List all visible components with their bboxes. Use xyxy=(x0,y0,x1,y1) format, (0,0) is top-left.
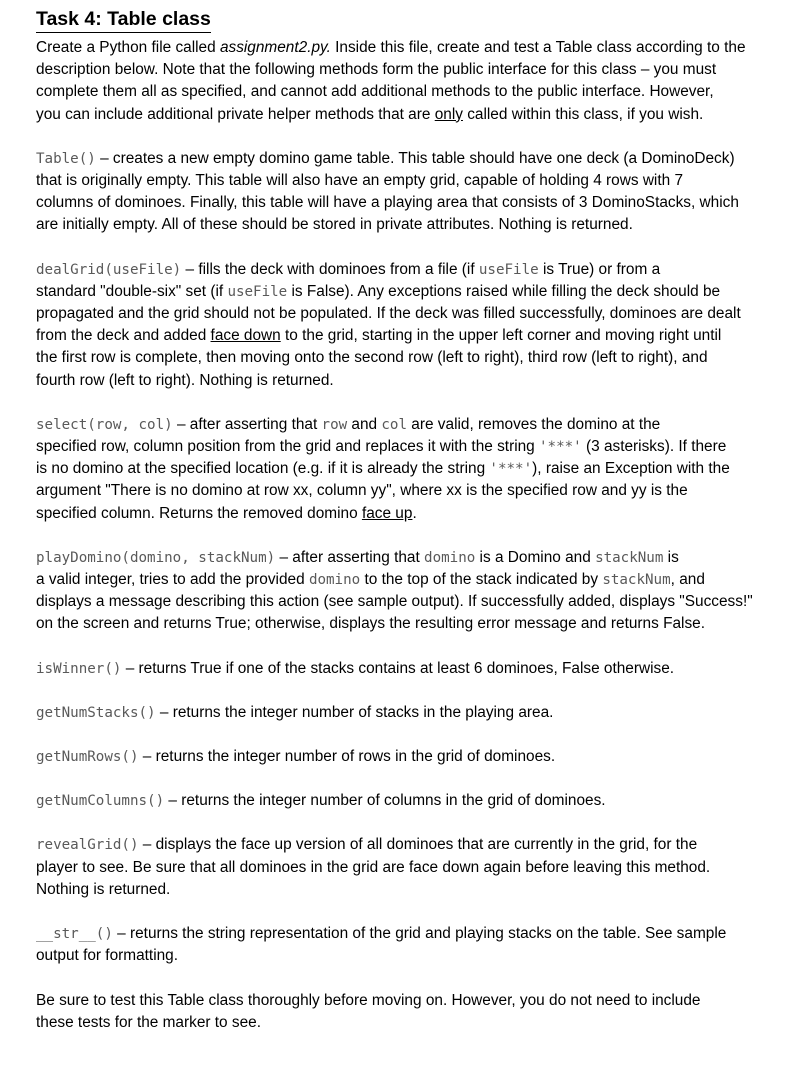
method-desc: – fills the deck with dominoes from a file (if xyxy=(181,260,479,278)
inline-code: domino xyxy=(424,549,476,566)
method-desc: Nothing is returned. xyxy=(36,880,171,898)
method-str xyxy=(36,923,769,967)
method-signature: dealGrid(useFile) xyxy=(36,261,182,278)
inline-code: useFile xyxy=(227,283,288,300)
method-desc: specified column. Returns the removed domino xyxy=(36,504,362,522)
method-desc: to the top of the stack indicated by xyxy=(360,571,603,589)
method-signature: Table() xyxy=(36,150,96,167)
method-desc: – returns the integer number of rows in the grid of dominoes. xyxy=(138,748,556,766)
inline-code: domino xyxy=(308,572,361,589)
method-desc: – after asserting that xyxy=(275,548,425,566)
inline-code: col xyxy=(381,416,408,433)
inline-code: '***' xyxy=(539,439,582,456)
intro-text: Create a Python file called xyxy=(36,39,220,56)
method-desc: fourth row (left to right). Nothing is returned. xyxy=(36,371,334,389)
inline-code: stackNum xyxy=(602,572,671,589)
method-signature: getNumColumns() xyxy=(36,793,165,810)
method-playdomino xyxy=(36,547,769,636)
task-title: Task 4: Table class xyxy=(36,6,211,33)
method-desc: a valid integer, tries to add the provided xyxy=(36,571,309,589)
method-desc: ), raise an Exception with the xyxy=(532,460,730,478)
method-desc: – after asserting that xyxy=(172,415,322,433)
method-desc: player to see. Be sure that all dominoes in the grid are face down again before leaving this method. xyxy=(36,858,711,876)
method-desc: standard "double-six" set (if xyxy=(36,282,228,300)
closing-text: these tests for the marker to see. xyxy=(36,1013,261,1031)
method-table xyxy=(36,148,769,237)
intro-paragraph xyxy=(36,37,769,126)
method-signature: getNumStacks() xyxy=(36,704,156,721)
inline-code: stackNum xyxy=(595,549,664,566)
method-desc: propagated and the grid should not be populated. If the deck was filled successfully, dominoes are dealt xyxy=(36,305,741,323)
intro-text: called within this class, if you wish. xyxy=(462,105,704,123)
inline-code: row xyxy=(321,416,348,433)
method-signature: isWinner() xyxy=(36,660,122,677)
method-desc: – returns the integer number of stacks in the playing area. xyxy=(155,703,554,721)
method-desc: the first row is complete, then moving onto the second row (left to right), third row (left to right), and xyxy=(36,349,708,367)
method-iswinner xyxy=(36,658,769,680)
method-desc: is False). Any exceptions raised while filling the deck should be xyxy=(287,282,721,300)
intro-text: you can include additional private helper methods that are xyxy=(36,105,435,123)
method-desc: – returns the string representation of the grid and playing stacks on the table. See sample xyxy=(112,925,727,943)
method-select xyxy=(36,414,769,525)
method-desc: specified row, column position from the grid and replaces it with the string xyxy=(36,438,540,456)
method-desc: argument "There is no domino at row xx, column yy", where xx is the specified row and yy is the xyxy=(36,482,688,500)
method-getnumstacks xyxy=(36,702,769,724)
method-signature: __str__() xyxy=(36,926,113,943)
method-desc: output for formatting. xyxy=(36,947,179,965)
method-desc: columns of dominoes. Finally, this table will have a playing area that consists of 3 DominoStacks, which xyxy=(36,194,739,212)
filename: assignment2.py. xyxy=(219,39,331,56)
method-desc: (3 asterisks). If there xyxy=(581,438,727,456)
method-getnumcolumns xyxy=(36,790,769,812)
intro-text: complete them all as specified, and cannot add additional methods to the public interface. However, xyxy=(36,83,714,101)
method-desc: is True) or from a xyxy=(538,260,661,278)
method-desc: displays a message describing this action (see sample output). If successfully added, displays "Success!" xyxy=(36,593,753,611)
method-desc: – displays the face up version of all dominoes that are currently in the grid, for the xyxy=(138,836,698,854)
method-desc: are initially empty. All of these should be stored in private attributes. Nothing is returned. xyxy=(36,216,633,234)
method-desc: – creates a new empty domino game table. This table should have one deck (a DominoDeck) xyxy=(95,149,735,167)
method-desc: on the screen and returns True; otherwise, displays the resulting error message and returns False. xyxy=(36,615,705,633)
method-desc: and xyxy=(347,415,382,433)
method-desc: . xyxy=(412,504,417,522)
method-signature: playDomino(domino, stackNum) xyxy=(36,549,276,566)
method-desc: to the grid, starting in the upper left corner and moving right until xyxy=(280,327,722,345)
method-dealgrid xyxy=(36,259,769,392)
method-signature: revealGrid() xyxy=(36,837,139,854)
intro-text: description below. Note that the following methods form the public interface for this class – you must xyxy=(36,61,717,79)
method-signature: select(row, col) xyxy=(36,416,173,433)
method-desc: are valid, removes the domino at the xyxy=(407,415,661,433)
inline-code: '***' xyxy=(489,461,533,478)
method-getnumrows xyxy=(36,746,769,768)
method-signature: getNumRows() xyxy=(36,749,139,766)
method-desc: , and xyxy=(670,571,705,589)
emphasis-only: only xyxy=(434,105,463,123)
emphasis-face-down: face down xyxy=(210,327,281,345)
method-desc: – returns True if one of the stacks contains at least 6 dominoes, False otherwise. xyxy=(121,659,675,677)
method-desc: is xyxy=(663,548,679,566)
intro-text: Inside this file, create and test a Table class according to the xyxy=(330,39,746,56)
method-desc: is a Domino and xyxy=(475,548,596,566)
inline-code: useFile xyxy=(478,261,539,278)
method-desc: – returns the integer number of columns in the grid of dominoes. xyxy=(164,792,606,810)
method-desc: that is originally empty. This table will also have an empty grid, capable of holding 4 rows with 7 xyxy=(36,172,684,190)
method-revealgrid xyxy=(36,834,769,901)
emphasis-face-up: face up xyxy=(361,504,413,522)
method-desc: from the deck and added xyxy=(36,327,211,345)
closing-text: Be sure to test this Table class thoroughly before moving on. However, you do not need to include xyxy=(36,991,701,1009)
closing-paragraph xyxy=(36,990,769,1034)
method-desc: is no domino at the specified location (e.g. if it is already the string xyxy=(36,460,490,478)
